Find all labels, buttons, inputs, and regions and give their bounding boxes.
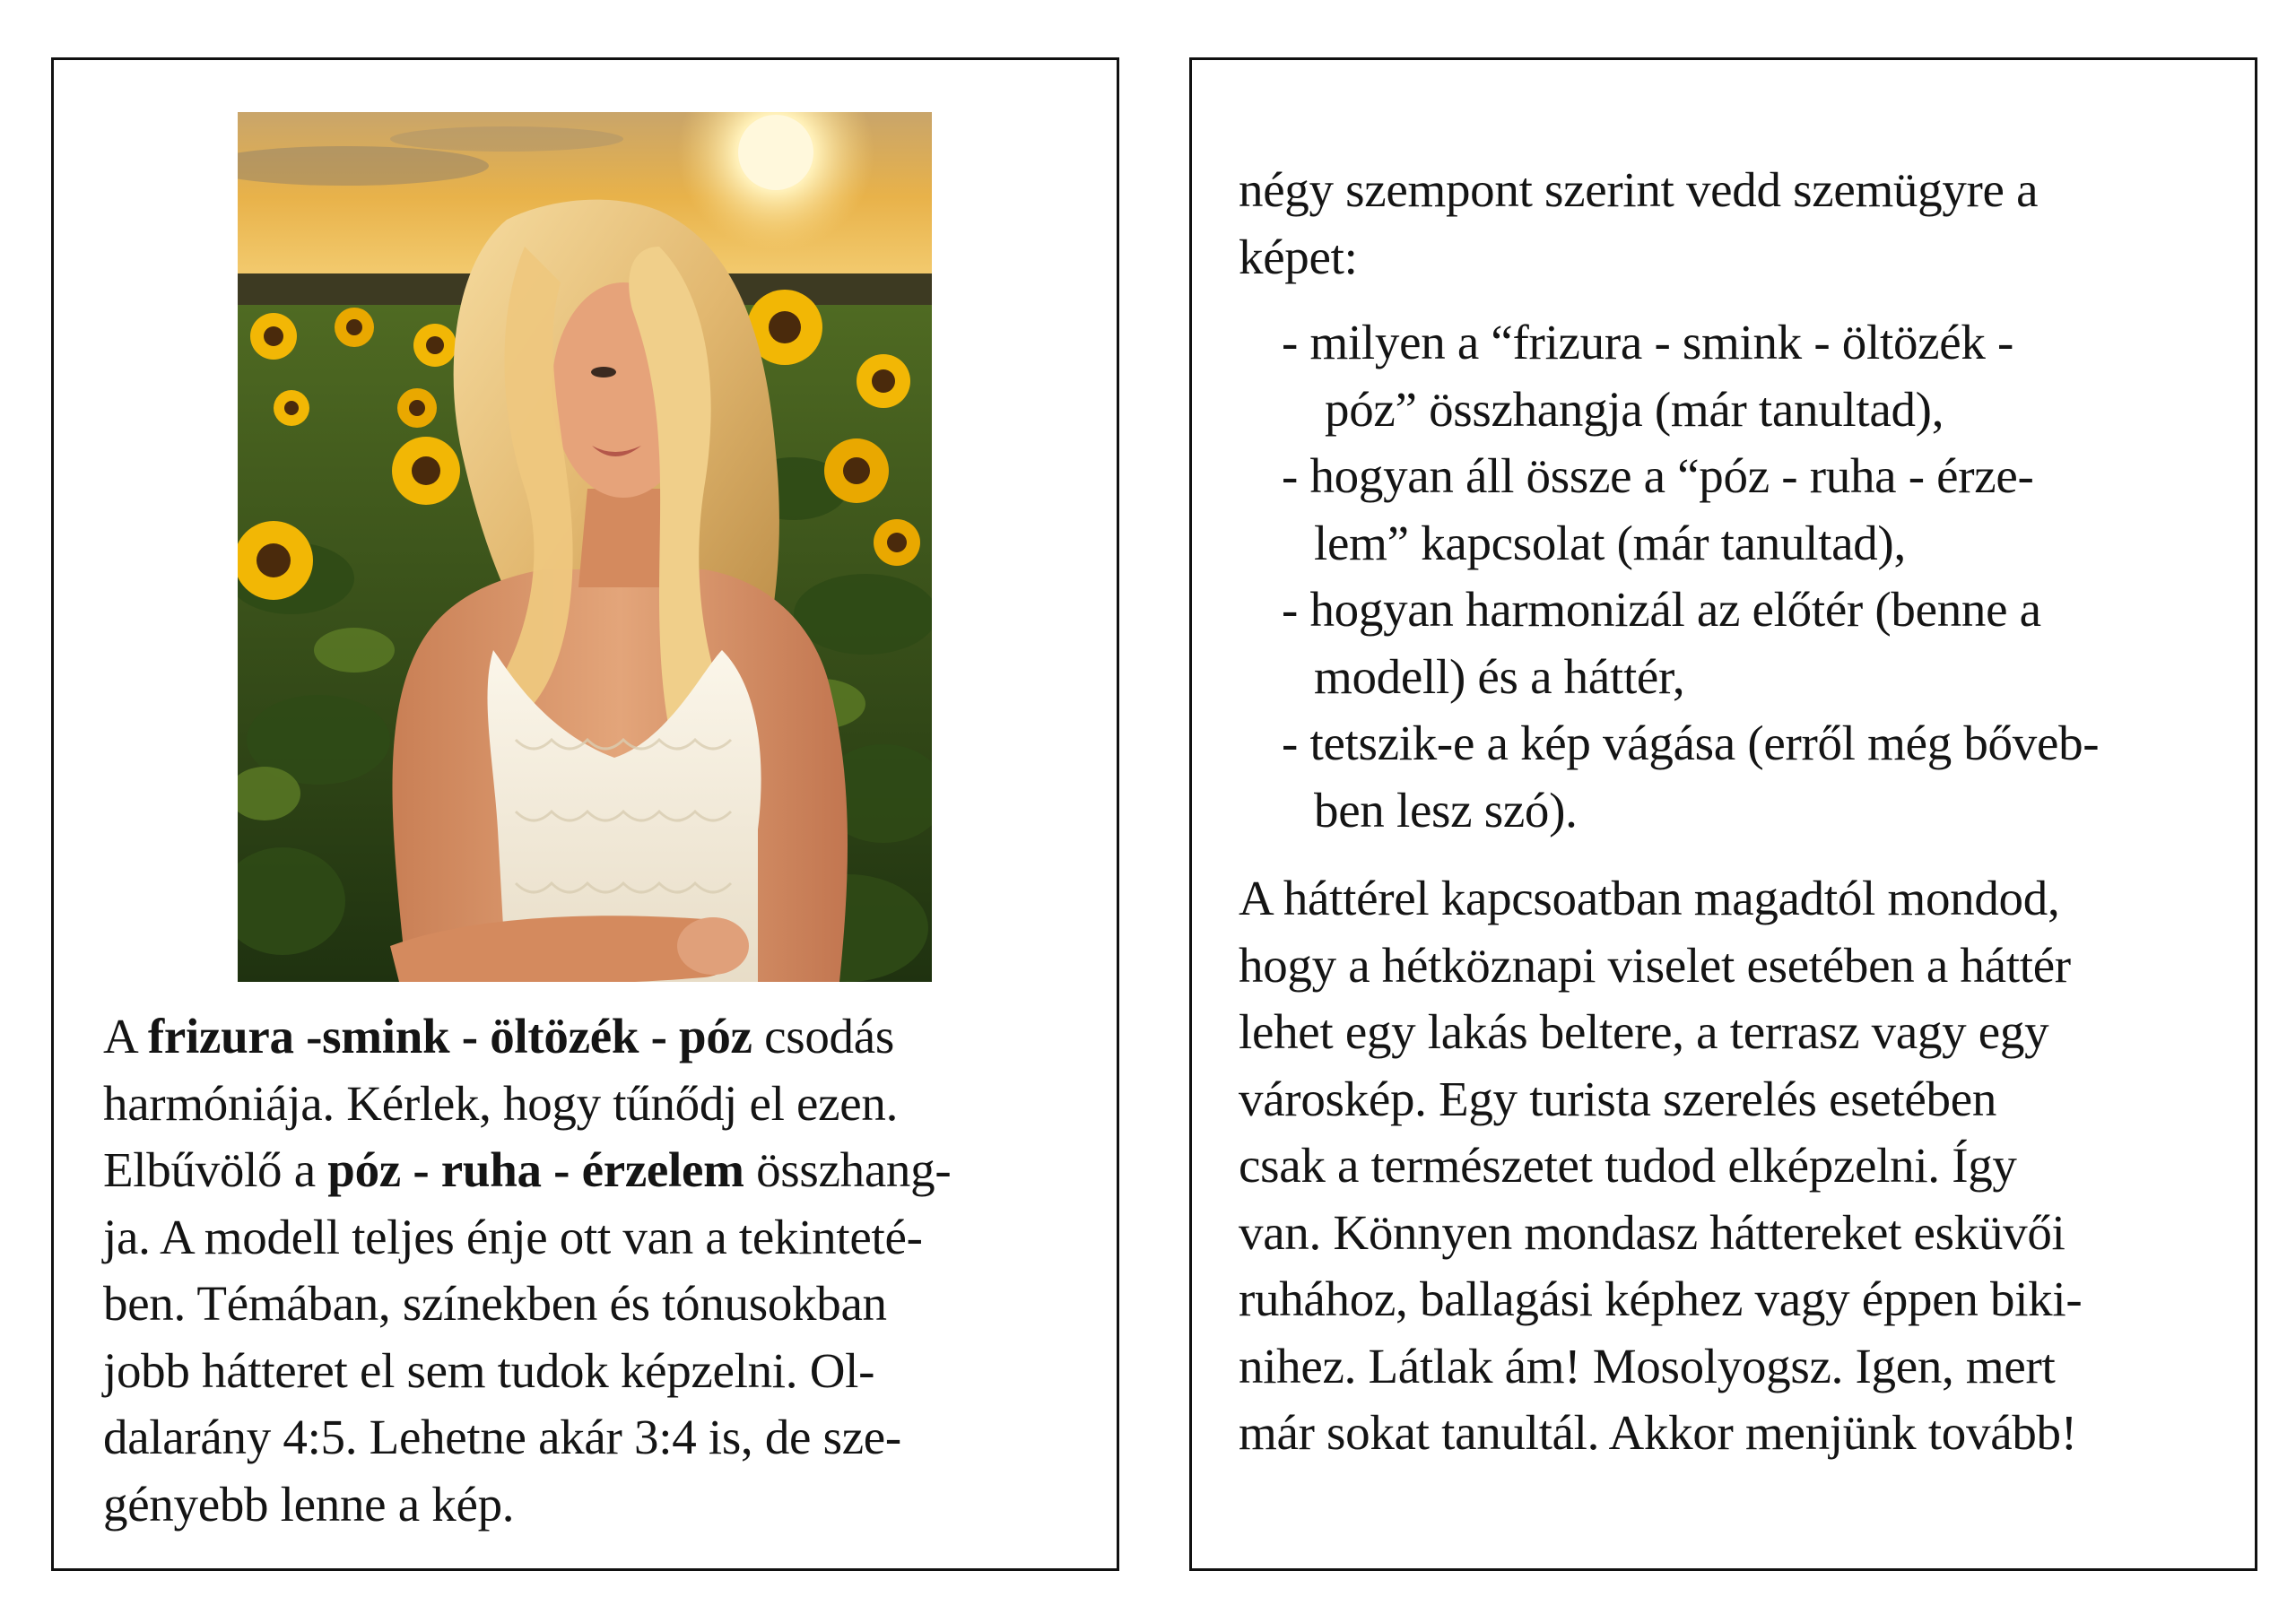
list-item-line: - hogyan harmonizál az előtér (benne a: [1282, 582, 2041, 637]
text-line: lehet egy lakás beltere, a terrasz vagy egy: [1239, 1004, 2049, 1059]
list-item: [1239, 710, 2234, 844]
left-page: [51, 57, 1119, 1571]
text-line: már sokat tanultál. Akkor menjünk tovább!: [1239, 1405, 2077, 1460]
list-item-line: - milyen a “frizura - smink - öltözék -: [1282, 315, 2014, 369]
text-line: nihez. Látlak ám! Mosolyogsz. Igen, mert: [1239, 1338, 2056, 1393]
text-run: összhang-: [744, 1142, 952, 1197]
text-line: [103, 1204, 1099, 1271]
text-run: harmóniája. Kérlek, hogy tűnődj el ezen.: [103, 1075, 899, 1131]
bold-phrase: póz - ruha - érzelem: [327, 1142, 744, 1197]
photo-illustration: [238, 112, 932, 982]
list-item-line: modell) és a háttér,: [1314, 648, 1685, 704]
text-line: A háttérel kapcsoatban magadtól mondod,: [1239, 871, 2060, 925]
text-line: négy szempont szerint vedd szemügyre a: [1239, 162, 2039, 217]
list-item: [1239, 309, 2234, 443]
bold-phrase: frizura -smink - öltözék - póz: [147, 1009, 752, 1063]
list-item: [1239, 577, 2234, 710]
right-intro-paragraph: [1239, 157, 2234, 291]
text-line: képet:: [1239, 229, 1358, 284]
text-run: Elbűvölő a: [103, 1142, 328, 1197]
text-run: ja. A modell teljes énje ott van a tekinteté-: [103, 1209, 923, 1264]
text-run: csodás: [752, 1009, 894, 1063]
text-line: [103, 1271, 1099, 1338]
right-outro-paragraph: [1239, 865, 2234, 1467]
left-paragraph: [103, 1003, 1099, 1538]
text-line: [103, 1071, 1099, 1138]
text-run: jobb hátteret el sem tudok képzelni. Ol-: [103, 1342, 875, 1398]
text-line: [103, 1137, 1099, 1204]
list-item: [1239, 443, 2234, 577]
list-item-line: ben lesz szó).: [1314, 782, 1578, 838]
text-line: van. Könnyen mondasz háttereket esküvői: [1239, 1204, 2066, 1260]
text-line: [103, 1471, 1099, 1539]
criteria-list: [1239, 309, 2234, 844]
text-line: városkép. Egy turista szerelés esetében: [1239, 1071, 1997, 1126]
list-item-line: - hogyan áll össze a “póz - ruha - érze-: [1282, 448, 2034, 503]
text-line: csak a természetet tudod elképzelni. Így: [1239, 1138, 2017, 1193]
text-run: A: [103, 1009, 148, 1063]
text-run: dalarány 4:5. Lehetne akár 3:4 is, de sze-: [103, 1410, 901, 1464]
list-item-line: lem” kapcsolat (már tanultad),: [1314, 515, 1906, 570]
text-line: ruhához, ballagási képhez vagy éppen biki-: [1239, 1271, 2083, 1326]
text-line: hogy a hétköznapi viselet esetében a háttér: [1239, 937, 2071, 993]
model-sunflower-photo: [238, 112, 932, 982]
text-line: [103, 1404, 1099, 1471]
right-page: [1189, 57, 2257, 1571]
list-item-line: - tetszik-e a kép vágása (erről még bőveb-: [1282, 716, 2100, 770]
text-run: ben. Témában, színekben és tónusokban: [103, 1276, 887, 1331]
text-line: [103, 1003, 1099, 1071]
text-line: [103, 1338, 1099, 1405]
list-item-line: póz” összhangja (már tanultad),: [1325, 381, 1944, 437]
text-run: gényebb lenne a kép.: [103, 1476, 515, 1532]
